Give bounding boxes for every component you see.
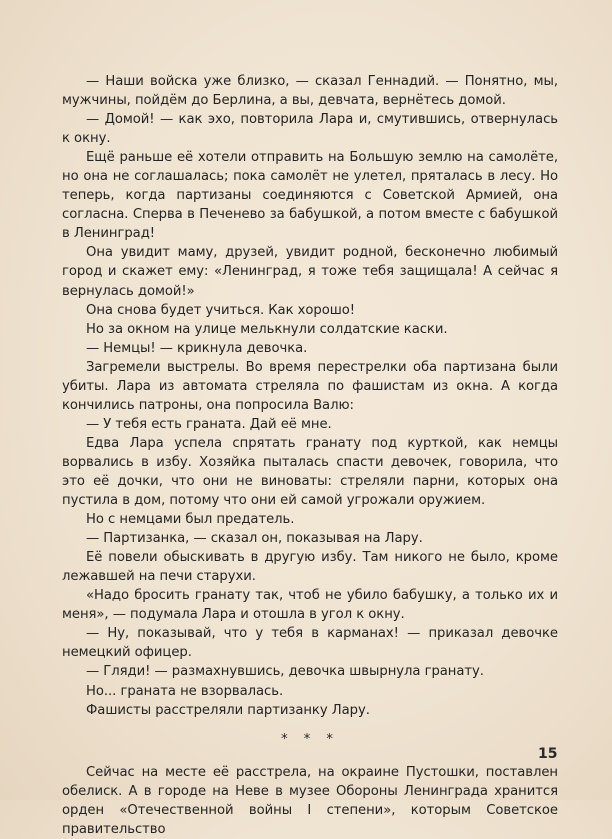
- paragraph: Загремели выстрелы. Во время перестрелки оба партизана были убиты. Лара из автомата стреляла по фашистам из окна. А когда кончились патроны, она попросила Валю:: [62, 359, 558, 413]
- paragraph: Её повели обыскивать в другую избу. Там никого не было, кроме лежавшей на печи старухи.: [62, 550, 558, 585]
- paragraph: — У тебя есть граната. Дай её мне.: [86, 416, 332, 432]
- paragraph: Но за окном на улице мелькнули солдатские каски.: [86, 321, 448, 337]
- paragraph: — Наши войска уже близко, — сказал Геннадий. — Понятно, мы, мужчины, пойдём до Берлина, а вы, девчата, вернётесь домой.: [62, 74, 558, 109]
- paragraph: Ещё раньше её хотели отправить на Большую землю на самолёте, но она не соглашалась; пока самолёт не улетел, пряталась в лесу. Но теперь, когда партизаны соединяются с Советской Армией, она согласна. Сперва в Печенево за бабушкой, а потом вместе с бабушкой в Ленинград!: [62, 150, 558, 242]
- paragraph: Она увидит маму, друзей, увидит родной, бесконечно любимый город и скажет ему: «Ленинград, я тоже тебя защищала! А сейчас я вернулась домой!»: [62, 245, 558, 299]
- paragraph: Она снова будет учиться. Как хорошо!: [86, 302, 356, 318]
- book-page-text: [62, 72, 558, 839]
- paragraph: Но... граната не взорвалась.: [86, 683, 284, 699]
- paragraph: — Немцы! — крикнула девочка.: [86, 340, 308, 356]
- paragraph: Сейчас на месте её расстрела, на окраине Пустошки, поставлен обелиск. А в городе на Неве в музее Обороны Ленинграда хранится орден «Отечественной войны I степени», которым Советское правительство: [62, 764, 558, 837]
- paragraph: — Партизанка, — сказал он, показывая на Лару.: [86, 531, 423, 547]
- paragraph: — Ну, показывай, что у тебя в карманах! — приказал девочке немецкий офицер.: [62, 626, 558, 661]
- paragraph: — Гляди! — размахнувшись, девочка швырнула гранату.: [86, 664, 484, 680]
- page-number: 15: [538, 746, 558, 762]
- paragraph: «Надо бросить гранату так, чтоб не убило бабушку, а только их и меня», — подумала Лара и отошла в угол к окну.: [62, 588, 558, 623]
- paragraph: Но с немцами был предатель.: [86, 512, 295, 528]
- paragraph: Едва Лара успела спрятать гранату под курткой, как немцы ворвались в избу. Хозяйка пыталась спасти девочек, говорила, что это её дочки, что они не виноваты: стреляли парни, которых она пустила в дом, потому что они ей самой угрожали оружием.: [62, 435, 558, 509]
- paragraph: — Домой! — как эхо, повторила Лара и, смутившись, отвернулась к окну.: [62, 112, 558, 147]
- section-separator: * * *: [281, 731, 339, 747]
- paragraph: Фашисты расстреляли партизанку Лару.: [86, 702, 370, 718]
